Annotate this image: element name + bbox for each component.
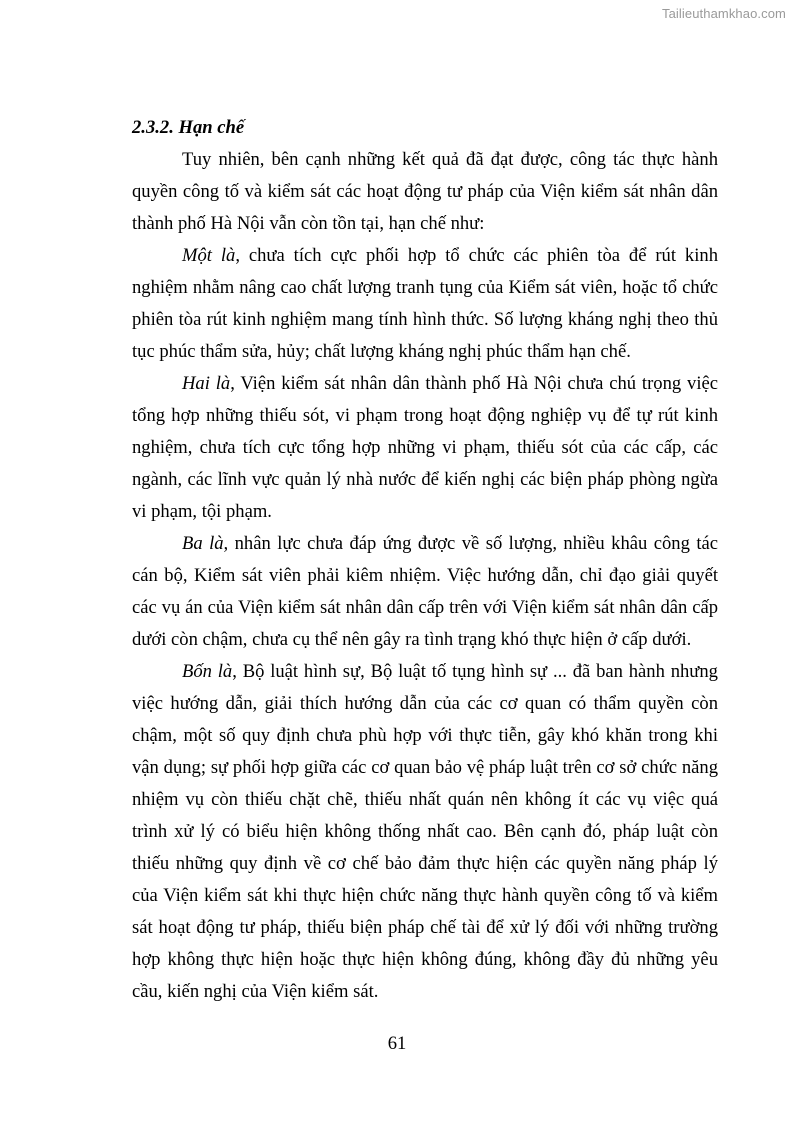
paragraph-hai-la <box>132 368 718 528</box>
paragraph-lead: Ba là, <box>182 533 229 554</box>
paragraph-text: Tuy nhiên, bên cạnh những kết quả đã đạt được, công tác thực hành quyền công tố và kiểm sát các hoạt động tư pháp của Viện kiểm sát nhân dân thành phố Hà Nội vẫn còn tồn tại, hạn chế như: <box>132 149 718 234</box>
paragraph-text: , Viện kiểm sát nhân dân thành phố Hà Nội chưa chú trọng việc tổng hợp những thiếu sót, vi phạm trong hoạt động nghiệp vụ để tự rút kinh nghiệm, chưa tích cực tổng hợp những vi phạm, thiếu sót của các cấp, các ngành, các lĩnh vực quản lý nhà nước để kiến nghị các biện pháp phòng ngừa vi phạm, tội phạm. <box>132 373 718 522</box>
paragraph-lead: Một là <box>182 245 236 266</box>
paragraph-lead: Hai là <box>182 373 231 394</box>
paragraph-lead: Bốn là <box>182 661 233 682</box>
document-body <box>132 112 718 1008</box>
page-number: 61 <box>387 1033 407 1054</box>
section-heading: 2.3.2. Hạn chế <box>132 117 245 138</box>
paragraph-text: , chưa tích cực phối hợp tổ chức các phiên tòa để rút kinh nghiệm nhằm nâng cao chất lượng tranh tụng của Kiểm sát viên, hoặc tổ chức phiên tòa rút kinh nghiệm mang tính hình thức. Số lượng kháng nghị theo thủ tục phúc thẩm sửa, hủy; chất lượng kháng nghị phúc thẩm hạn chế. <box>132 245 718 362</box>
paragraph-bon-la <box>132 656 718 1008</box>
paragraph-mot-la <box>132 240 718 368</box>
paragraph-intro <box>132 144 718 240</box>
paragraph-ba-la <box>132 528 718 656</box>
paragraph-text: nhân lực chưa đáp ứng được về số lượng, nhiều khâu công tác cán bộ, Kiểm sát viên phải kiêm nhiệm. Việc hướng dẫn, chỉ đạo giải quyết các vụ án của Viện kiểm sát nhân dân cấp trên với Viện kiểm sát nhân dân cấp dưới còn chậm, chưa cụ thể nên gây ra tình trạng khó thực hiện ở cấp dưới. <box>132 533 718 650</box>
paragraph-text: , Bộ luật hình sự, Bộ luật tố tụng hình sự ... đã ban hành nhưng việc hướng dẫn, giải thích hướng dẫn của các cơ quan có thẩm quyền còn chậm, một số quy định chưa phù hợp với thực tiễn, gây khó khăn trong khi vận dụng; sự phối hợp giữa các cơ quan bảo vệ pháp luật trên cơ sở chức năng nhiệm vụ còn thiếu chặt chẽ, thiếu nhất quán nên không ít các vụ việc quá trình xử lý có biểu hiện không thống nhất cao. Bên cạnh đó, pháp luật còn thiếu những quy định về cơ chế bảo đảm thực hiện các quyền năng pháp lý của Viện kiểm sát khi thực hiện chức năng thực hành quyền công tố và kiểm sát hoạt động tư pháp, thiếu biện pháp chế tài để xử lý đối với những trường hợp không thực hiện hoặc thực hiện không đúng, không đầy đủ những yêu cầu, kiến nghị của Viện kiểm sát. <box>132 661 718 1002</box>
watermark: Tailieuthamkhao.com <box>661 6 786 21</box>
